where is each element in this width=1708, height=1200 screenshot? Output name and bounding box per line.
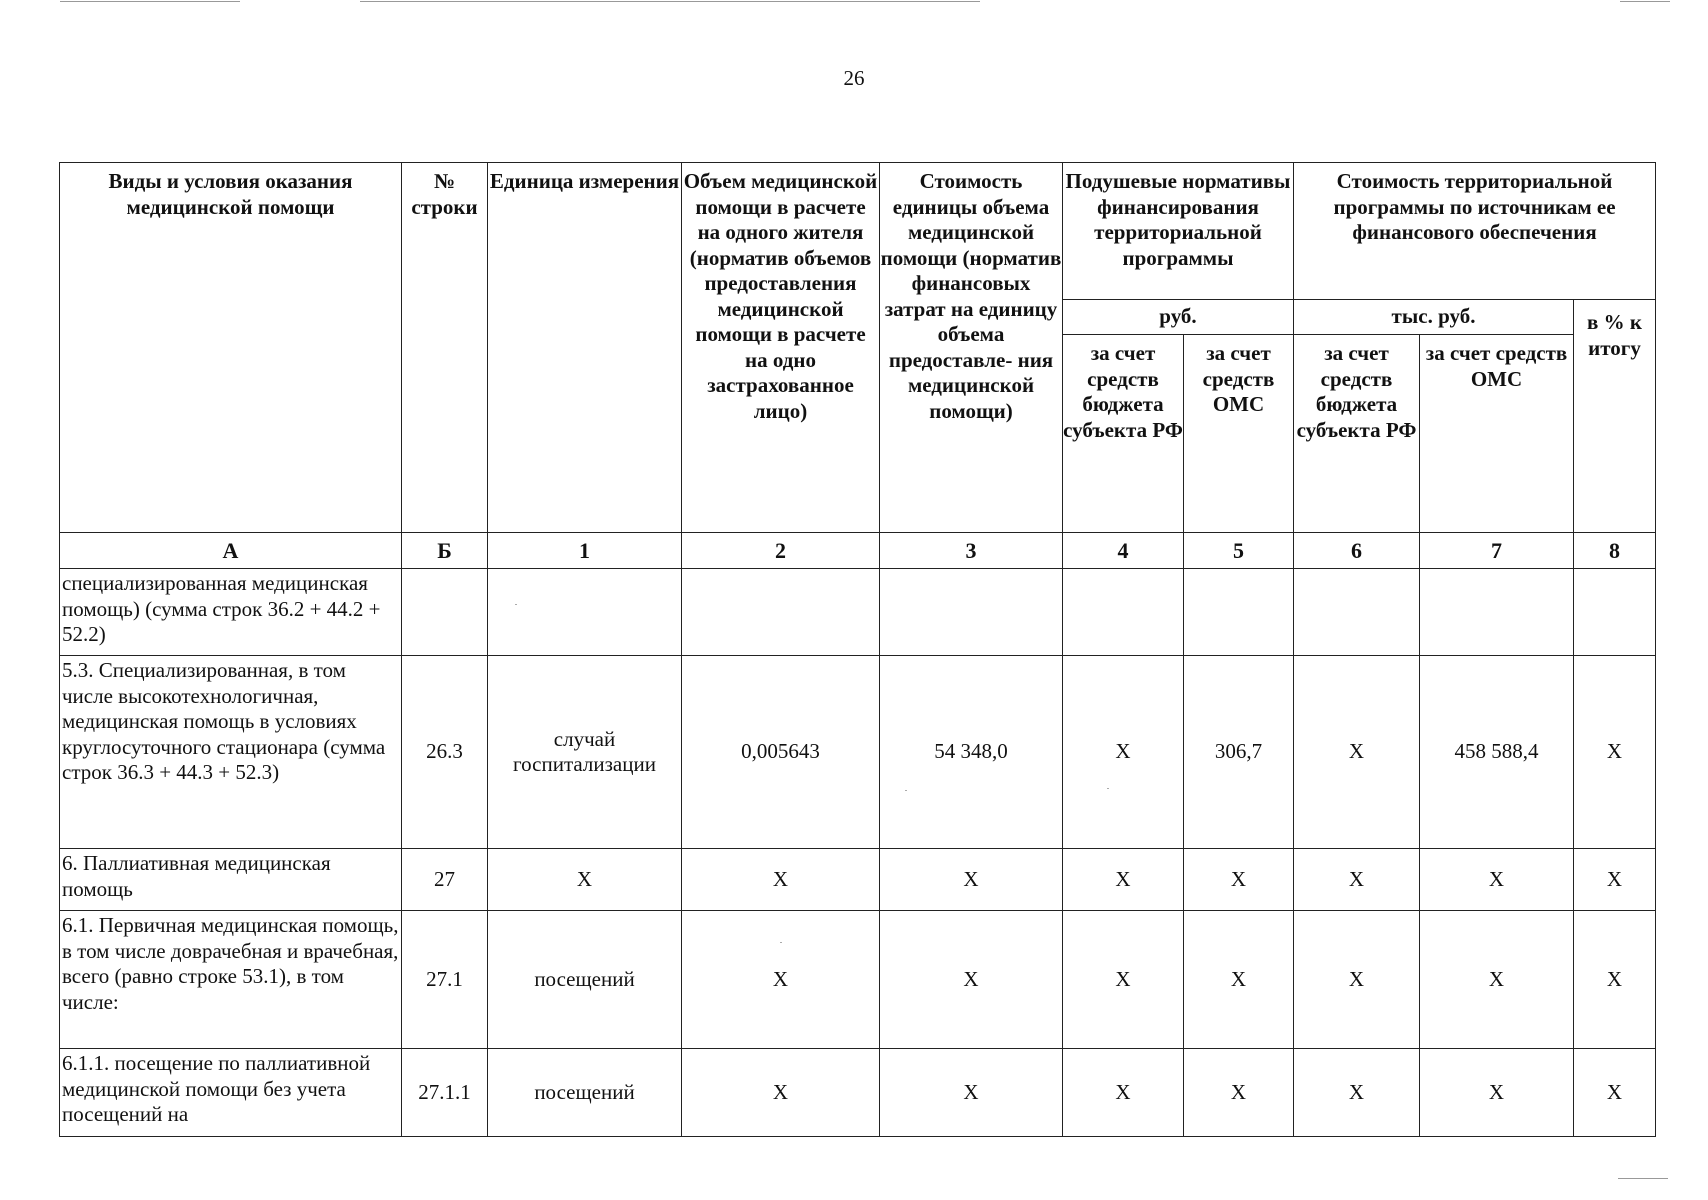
scan-artifact-line <box>1620 1 1670 2</box>
header-percent-of-total: в % к итогу <box>1574 300 1656 533</box>
column-number: 4 <box>1063 533 1184 569</box>
row-number: 26.3 <box>402 656 488 849</box>
row-number <box>402 569 488 656</box>
header-cost-budget: за счет средств бюджета субъекта РФ <box>1294 335 1420 533</box>
row-cost-oms: X <box>1420 1049 1574 1137</box>
header-row <box>60 163 1656 300</box>
row-cost-budget: X <box>1294 1049 1420 1137</box>
table-row <box>60 1049 1656 1137</box>
row-cost: X <box>880 1049 1063 1137</box>
header-unit-thousand-rub: тыс. руб. <box>1294 300 1574 335</box>
header-row-number: № строки <box>402 163 488 533</box>
row-name: 6. Паллиативная медицинская помощь <box>60 849 402 911</box>
row-per-capita-budget: X <box>1063 849 1184 911</box>
row-number: 27 <box>402 849 488 911</box>
column-number-row <box>60 533 1656 569</box>
header-cost-oms: за счет средств ОМС <box>1420 335 1574 533</box>
scan-speck <box>1107 788 1109 789</box>
row-per-capita-oms: X <box>1184 849 1294 911</box>
row-unit: посещений <box>488 1049 682 1137</box>
scan-speck <box>780 942 782 943</box>
scan-artifact-line <box>360 1 980 2</box>
row-cost-budget: X <box>1294 911 1420 1049</box>
row-cost: 54 348,0 <box>880 656 1063 849</box>
row-per-capita-oms: 306,7 <box>1184 656 1294 849</box>
header-unit: Единица измерения <box>488 163 682 533</box>
row-per-capita-budget <box>1063 569 1184 656</box>
header-per-capita-oms: за счет средств ОМС <box>1184 335 1294 533</box>
scan-speck <box>515 604 517 605</box>
row-per-capita-budget: X <box>1063 1049 1184 1137</box>
header-volume: Объем медицинской помощи в расчете на одного жителя (норматив объемов предоставления медицинской помощи в расчете на одно застрахованное лицо) <box>682 163 880 533</box>
row-per-capita-oms: X <box>1184 911 1294 1049</box>
row-per-capita-budget: X <box>1063 656 1184 849</box>
column-number: 6 <box>1294 533 1420 569</box>
scan-artifact-line <box>60 1 240 2</box>
row-percent <box>1574 569 1656 656</box>
header-kinds-of-care: Виды и условия оказания медицинской помощи <box>60 163 402 533</box>
row-cost-oms: X <box>1420 849 1574 911</box>
row-cost-oms <box>1420 569 1574 656</box>
row-name: 5.3. Специализированная, в том числе высокотехнологичная, медицинская помощь в условиях круглосуточного стационара (сумма строк 36.3 + 44.3 + 52.3) <box>60 656 402 849</box>
table-row <box>60 849 1656 911</box>
row-cost: X <box>880 911 1063 1049</box>
table-row <box>60 656 1656 849</box>
header-group-program-cost: Стоимость территориальной программы по источникам ее финансового обеспечения <box>1294 163 1656 300</box>
row-volume: 0,005643 <box>682 656 880 849</box>
column-number: 5 <box>1184 533 1294 569</box>
row-percent: X <box>1574 911 1656 1049</box>
table-row <box>60 569 1656 656</box>
row-percent: X <box>1574 849 1656 911</box>
row-unit <box>488 569 682 656</box>
row-name: 6.1. Первичная медицинская помощь, в том числе доврачебная и врачебная, всего (равно строке 53.1), в том числе: <box>60 911 402 1049</box>
row-cost-budget <box>1294 569 1420 656</box>
row-cost-budget: X <box>1294 849 1420 911</box>
row-number: 27.1.1 <box>402 1049 488 1137</box>
financing-table <box>59 162 1656 1137</box>
header-per-capita-budget: за счет средств бюджета субъекта РФ <box>1063 335 1184 533</box>
row-cost-budget: X <box>1294 656 1420 849</box>
page-number: 26 <box>843 66 865 90</box>
row-cost-oms: 458 588,4 <box>1420 656 1574 849</box>
header-group-per-capita: Подушевые нормативы финансирования территориальной программы <box>1063 163 1294 300</box>
column-number: 3 <box>880 533 1063 569</box>
row-per-capita-oms: X <box>1184 1049 1294 1137</box>
column-number: 8 <box>1574 533 1656 569</box>
row-cost-oms: X <box>1420 911 1574 1049</box>
row-percent: X <box>1574 656 1656 849</box>
header-unit-rub: руб. <box>1063 300 1294 335</box>
column-number: 7 <box>1420 533 1574 569</box>
scan-speck <box>905 790 907 791</box>
header-unit-cost: Стоимость единицы объема медицинской помощи (норматив финансовых затрат на единицу объема предоставле- ния медицинской помощи) <box>880 163 1063 533</box>
row-volume <box>682 569 880 656</box>
column-number: Б <box>402 533 488 569</box>
row-percent: X <box>1574 1049 1656 1137</box>
row-per-capita-oms <box>1184 569 1294 656</box>
column-number: А <box>60 533 402 569</box>
row-cost <box>880 569 1063 656</box>
column-number: 1 <box>488 533 682 569</box>
row-unit: X <box>488 849 682 911</box>
row-name: 6.1.1. посещение по паллиативной медицинской помощи без учета посещений на <box>60 1049 402 1137</box>
row-unit: случай госпитализации <box>488 656 682 849</box>
scan-artifact-line <box>1618 1178 1668 1179</box>
table-row <box>60 911 1656 1049</box>
row-number: 27.1 <box>402 911 488 1049</box>
row-volume: X <box>682 849 880 911</box>
column-number: 2 <box>682 533 880 569</box>
row-name: специализированная медицинская помощь) (сумма строк 36.2 + 44.2 + 52.2) <box>60 569 402 656</box>
row-volume: X <box>682 1049 880 1137</box>
row-per-capita-budget: X <box>1063 911 1184 1049</box>
row-unit: посещений <box>488 911 682 1049</box>
row-cost: X <box>880 849 1063 911</box>
row-volume: X <box>682 911 880 1049</box>
